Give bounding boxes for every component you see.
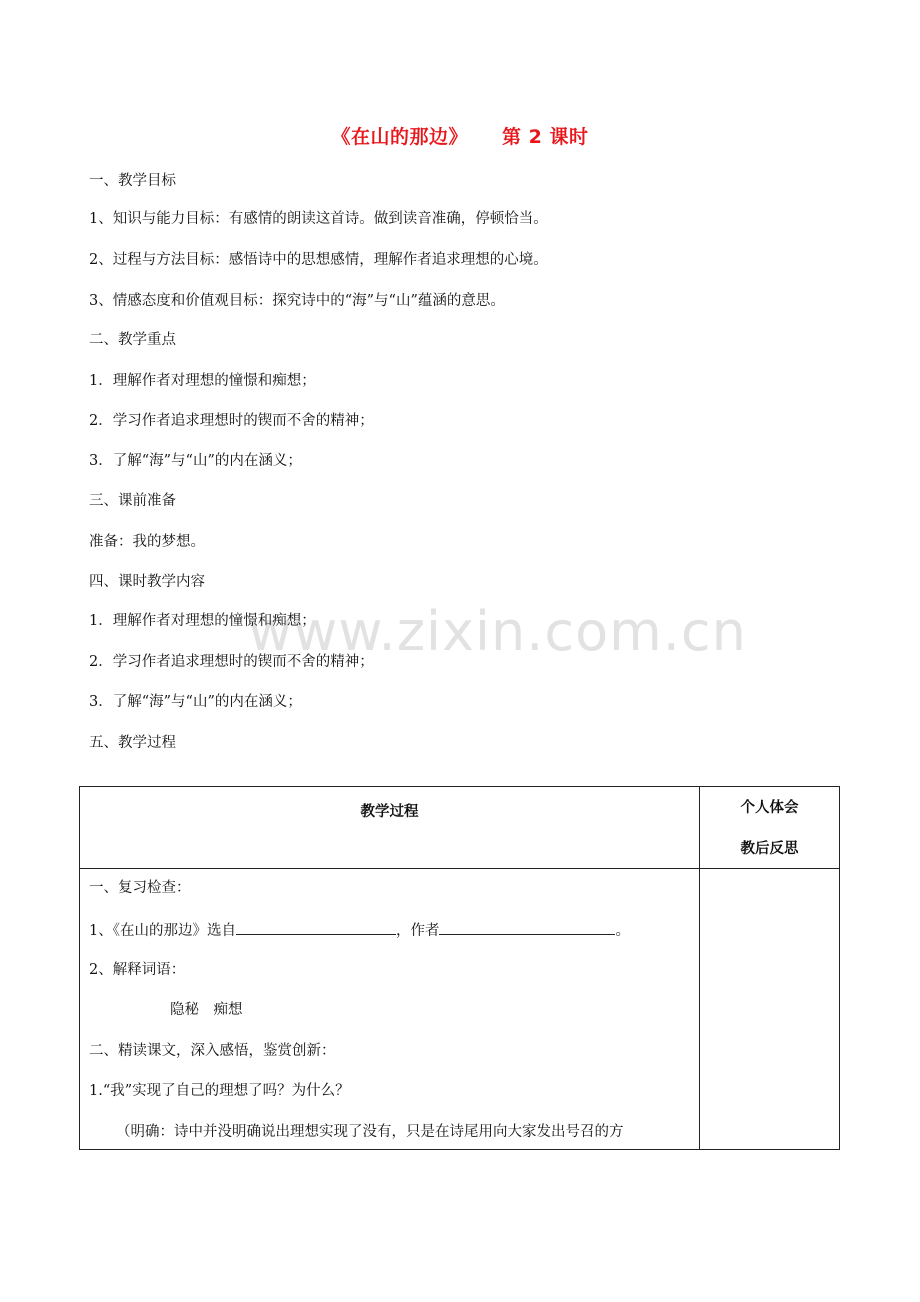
objective-1: 1、知识与能力目标：有感情的朗读这首诗。做到读音准确，停顿恰当。 — [89, 211, 548, 227]
key-point-1: 1．理解作者对理想的憧憬和痴想； — [89, 373, 316, 389]
fill-in-prefix: 1、《在山的那边》选自 — [89, 923, 236, 939]
watermark: www.zixin.com.cn — [248, 600, 747, 663]
fill-in-source-author — [89, 919, 630, 941]
source-blank[interactable] — [236, 919, 396, 935]
section-heading-key-points: 二、教学重点 — [89, 332, 176, 348]
header-personal-experience: 个人体会 — [740, 800, 799, 816]
fill-in-end: 。 — [615, 923, 630, 939]
reflection-cell — [700, 869, 840, 1150]
question-1: 1.“我”实现了自己的理想了吗？为什么？ — [89, 1083, 350, 1099]
vocab-words: 隐秘 痴想 — [170, 1002, 243, 1018]
title-period: 第 2 课时 — [502, 126, 589, 148]
header-post-teaching-reflection: 教后反思 — [740, 841, 799, 857]
section-heading-objectives: 一、教学目标 — [89, 173, 176, 189]
content-item-2: 2．学习作者追求理想时的锲而不舍的精神； — [89, 654, 374, 670]
review-heading: 一、复习检查： — [89, 880, 191, 896]
fill-in-author-label: ，作者 — [395, 923, 440, 939]
section-heading-preparation: 三、课前准备 — [89, 493, 176, 509]
objective-2: 2、过程与方法目标：感悟诗中的思想感情，理解作者追求理想的心境。 — [89, 252, 548, 268]
title-lesson-name: 《在山的那边》 — [331, 126, 469, 148]
section-heading-content: 四、课时教学内容 — [89, 574, 205, 590]
close-reading-heading: 二、精读课文，深入感悟，鉴赏创新： — [89, 1043, 336, 1059]
key-point-2: 2．学习作者追求理想时的锲而不舍的精神； — [89, 413, 374, 429]
content-item-1: 1．理解作者对理想的憧憬和痴想； — [89, 613, 316, 629]
vocab-heading: 2、解释词语： — [89, 962, 186, 978]
header-teaching-process: 教学过程 — [80, 787, 700, 869]
section-heading-process: 五、教学过程 — [89, 735, 176, 751]
table-body-row — [80, 869, 840, 1150]
key-point-3: 3．了解“海”与“山”的内在涵义； — [89, 453, 302, 469]
teaching-process-table — [79, 786, 840, 1150]
page-title — [0, 122, 920, 149]
objective-3: 3、情感态度和价值观目标：探究诗中的“海”与“山”蕴涵的意思。 — [89, 293, 505, 309]
preparation-text: 准备：我的梦想。 — [89, 534, 205, 550]
answer-1: （明确：诗中并没明确说出理想实现了没有，只是在诗尾用向大家发出号召的方 — [116, 1124, 624, 1140]
process-cell — [80, 869, 700, 1150]
content-item-3: 3．了解“海”与“山”的内在涵义； — [89, 694, 302, 710]
author-blank[interactable] — [439, 919, 615, 935]
table-header-row — [80, 787, 840, 869]
header-reflection — [700, 787, 840, 869]
